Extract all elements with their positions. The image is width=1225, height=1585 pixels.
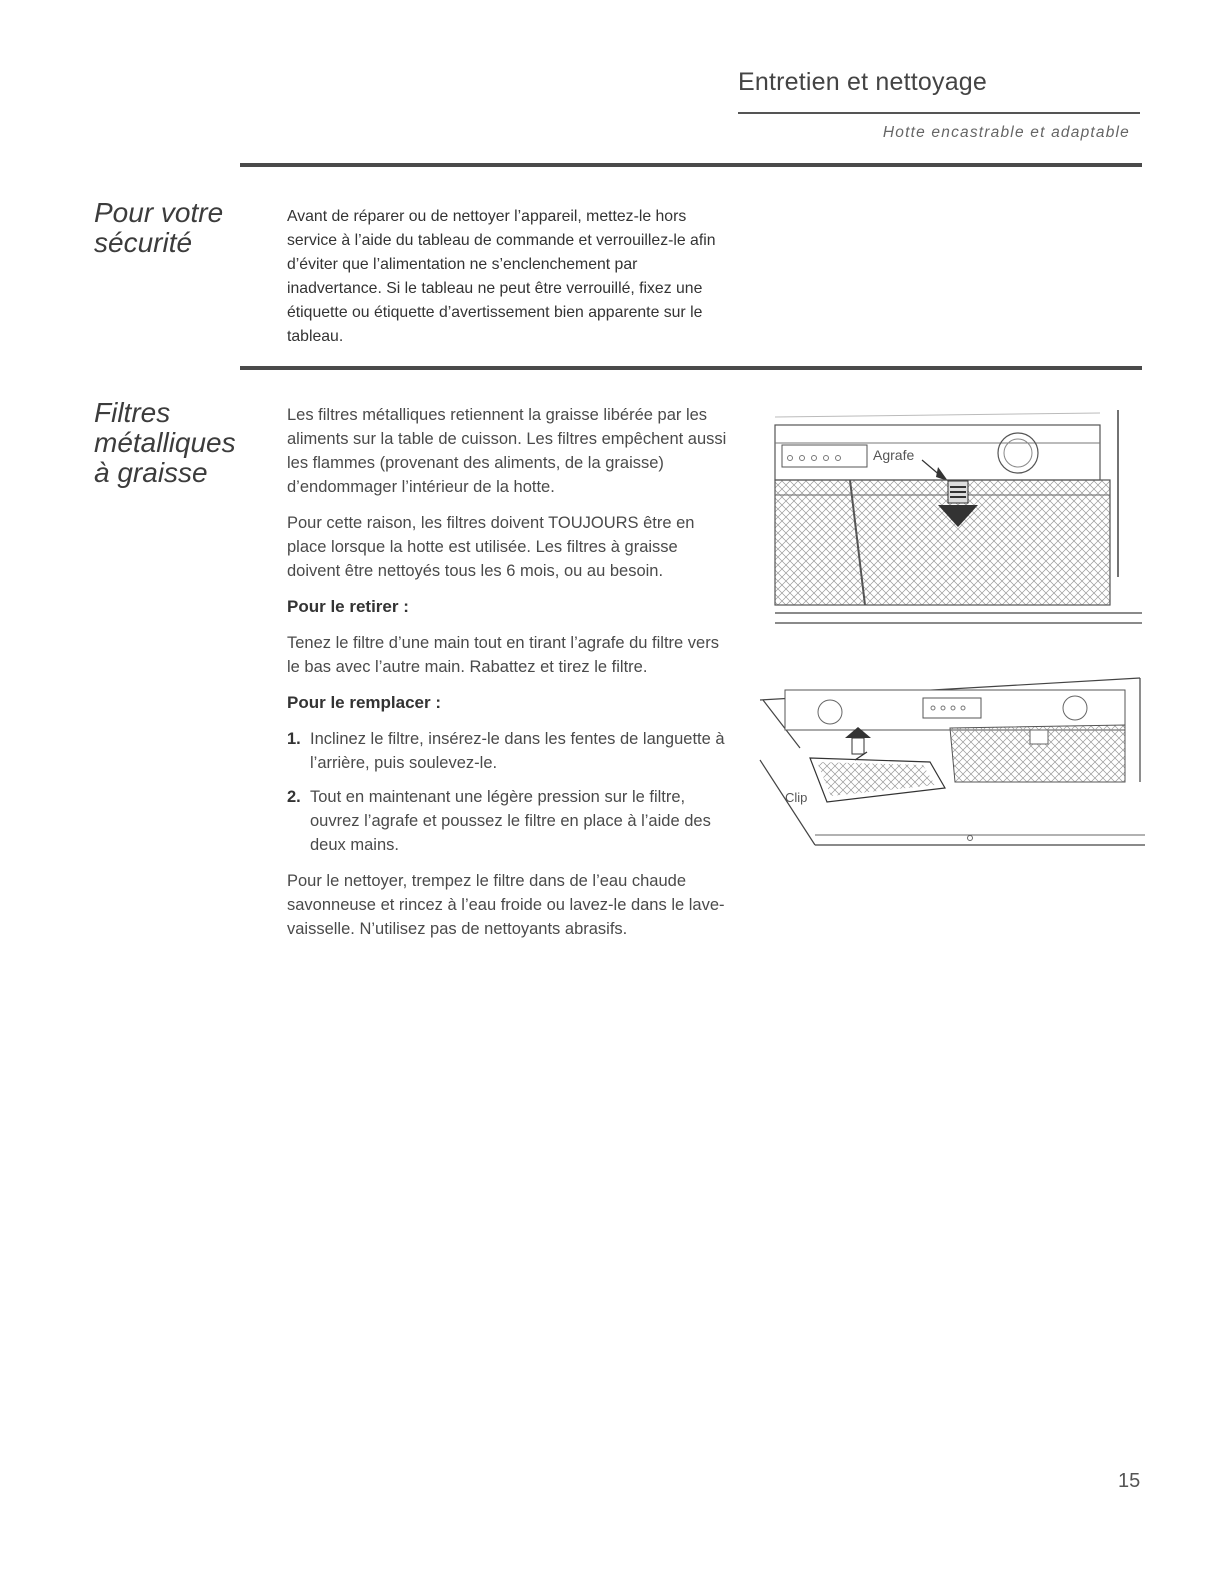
page-number: 15 (1118, 1470, 1141, 1492)
filter-removal-illustration (755, 670, 1150, 865)
page-title: Entretien et nettoyage (738, 68, 988, 96)
safety-text: Avant de réparer ou de nettoyer l’appareil, mettez-le hors service à l’aide du tableau de commande et verrouillez-le afin d’éviter que l’alimentation ne s’enclenchement par inadvertance. Si le tableau ne peut être verrouillé, fixez une étiquette ou étiquette d’avertissement bien apparente sur le tableau. (287, 208, 716, 345)
replace-steps (287, 727, 727, 857)
safety-heading (94, 198, 254, 258)
filters-heading-line2: métalliques (94, 427, 236, 458)
page-subtitle: Hotte encastrable et adaptable (882, 124, 1130, 141)
filters-para1: Les filtres métalliques retiennent la graisse libérée par les aliments sur la table de cuisson. Les filtres empêchent aussi les flammes (provenant des aliments, de la graisse) d’endommager l’intérieur de la hotte. (287, 406, 727, 496)
section-divider-top (240, 163, 1142, 167)
filters-heading-line1: Filtres (94, 397, 171, 428)
remove-text: Tenez le filtre d’une main tout en tirant l’agrafe du filtre vers le bas avec l’autre main. Rabattez et tirez le filtre. (287, 634, 719, 676)
filters-heading-line3: à graisse (94, 457, 208, 488)
hood-filter-illustration (770, 405, 1145, 635)
replace-heading: Pour le remplacer : (287, 693, 442, 712)
step-number: 2. (287, 788, 301, 806)
clip-label: Clip (785, 790, 808, 805)
replace-step (287, 785, 727, 857)
safety-heading-line1: Pour votre (94, 197, 224, 228)
remove-heading: Pour le retirer : (287, 597, 409, 616)
section-divider-middle (240, 366, 1142, 370)
step-text: Tout en maintenant une légère pression sur le filtre, ouvrez l’agrafe et poussez le filtre en place à l’aide des deux mains. (310, 788, 711, 854)
header-divider (738, 112, 1140, 114)
replace-step (287, 727, 727, 775)
filters-content (287, 403, 727, 953)
safety-heading-line2: sécurité (94, 227, 193, 258)
filters-heading (94, 398, 254, 488)
agrafe-label: Agrafe (873, 447, 915, 463)
step-number: 1. (287, 730, 301, 748)
step-text: Inclinez le filtre, insérez-le dans les fentes de languette à l’arrière, puis soulevez-le. (310, 730, 725, 772)
clean-text: Pour le nettoyer, trempez le filtre dans de l’eau chaude savonneuse et rincez à l’eau froide ou lavez-le dans le lave-vaisselle. N’utilisez pas de nettoyants abrasifs. (287, 872, 725, 938)
filters-para2: Pour cette raison, les filtres doivent TOUJOURS être en place lorsque la hotte est utilisée. Les filtres à graisse doivent être nettoyés tous les 6 mois, ou au besoin. (287, 514, 695, 580)
